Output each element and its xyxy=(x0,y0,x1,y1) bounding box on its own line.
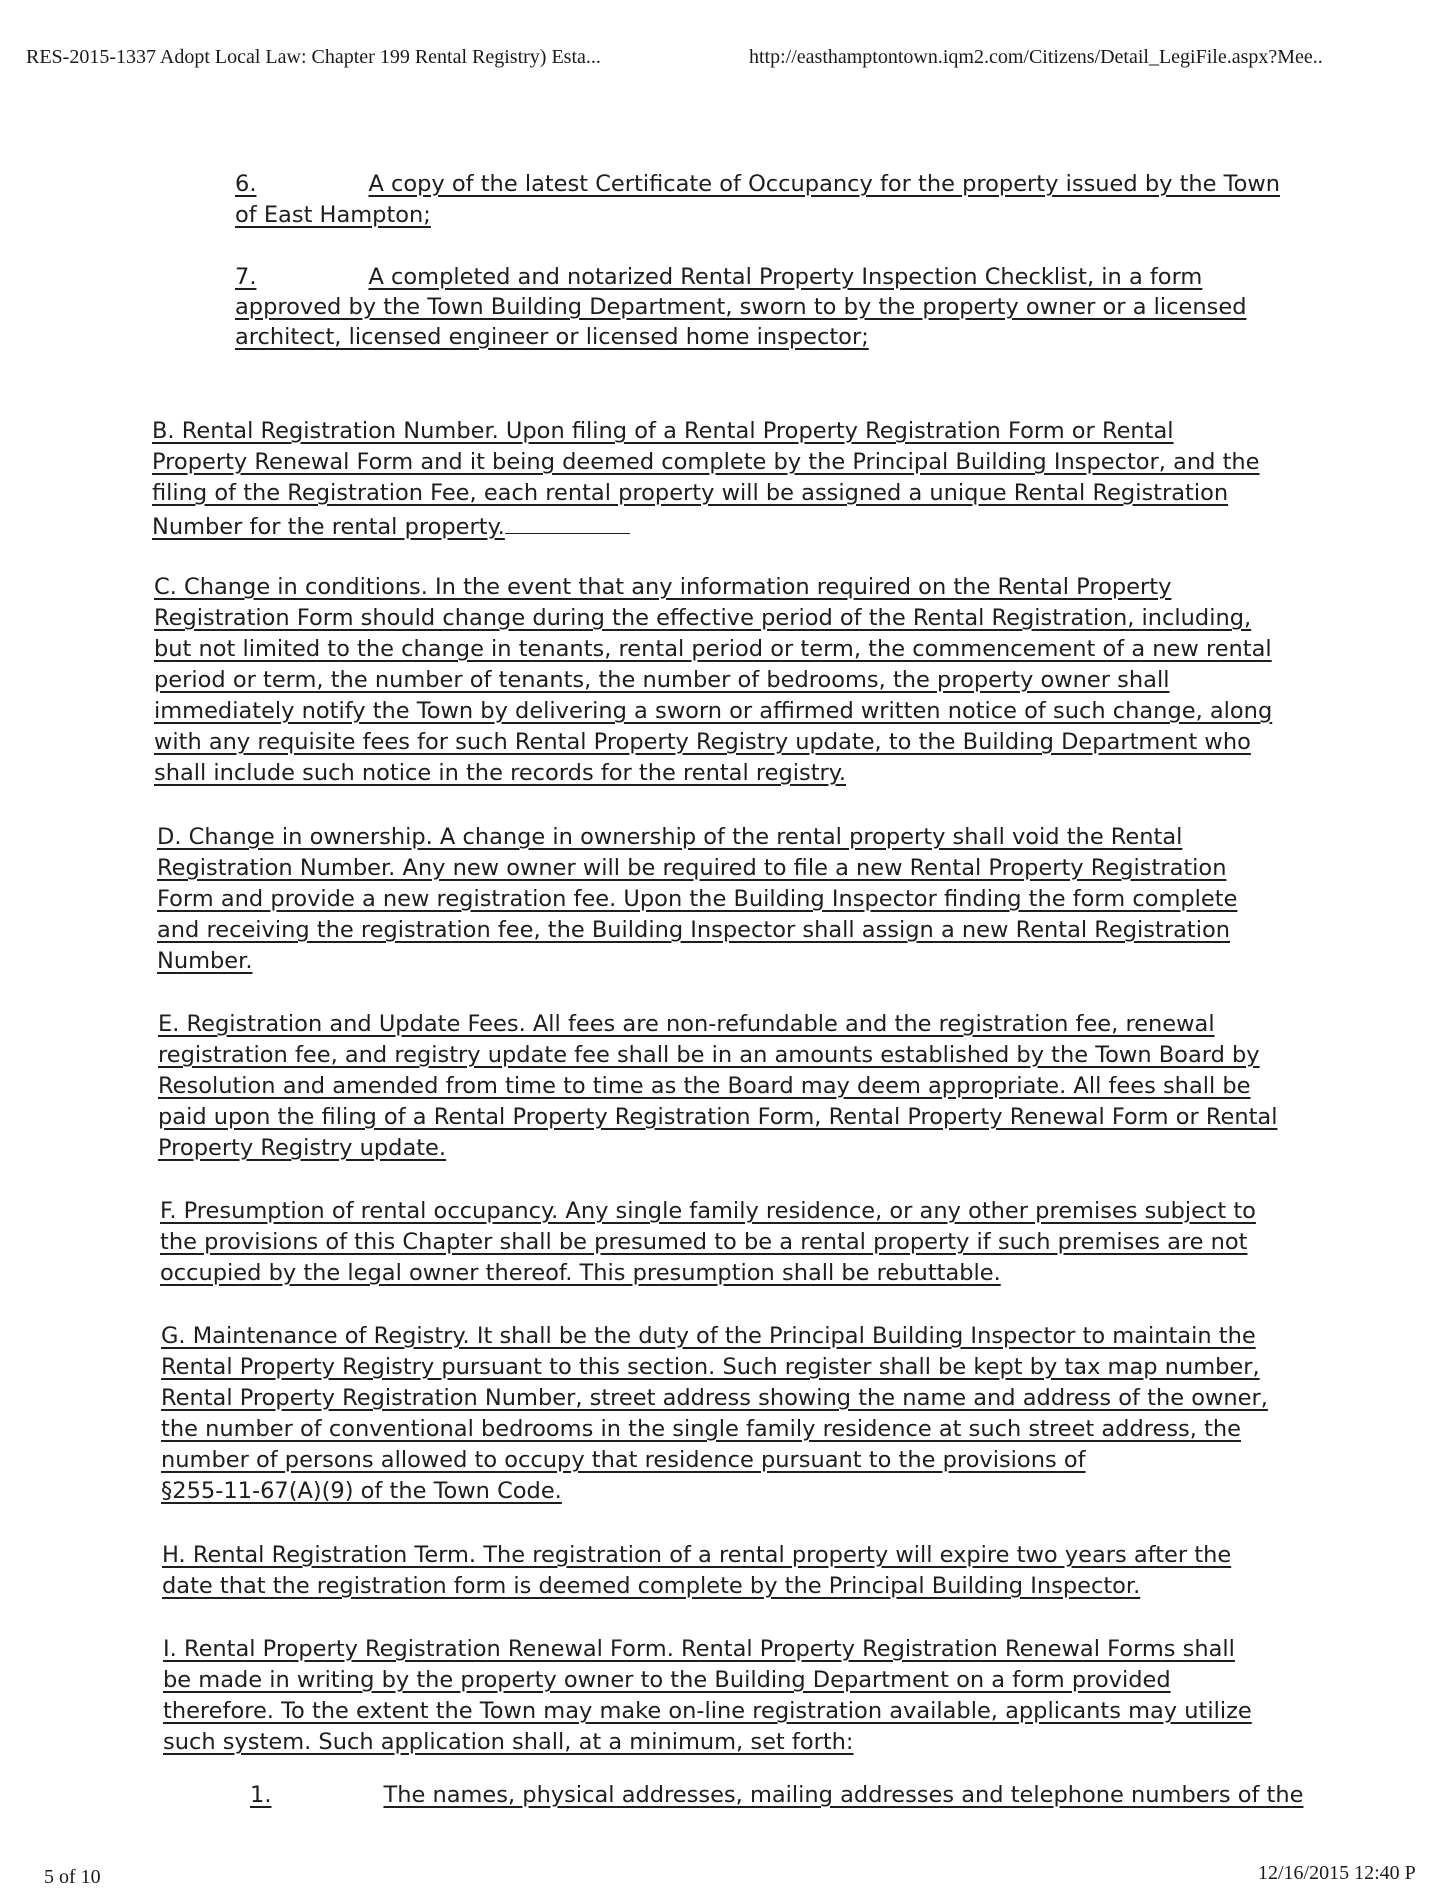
section-d-line-2: Registration Number. Any new owner will be required to file a new Rental Property Registration xyxy=(157,855,1227,881)
section-c-line-5: immediately notify the Town by delivering a sworn or affirmed written notice of such change, along xyxy=(154,698,1273,724)
item-6-line-2: of East Hampton; xyxy=(235,202,431,228)
item-7-line-1: 7. A completed and notarized Rental Property Inspection Checklist, in a form xyxy=(235,264,1203,290)
section-f-line-3: occupied by the legal owner thereof. This presumption shall be rebuttable. xyxy=(160,1260,1001,1286)
sub-item-1-line: 1. The names, physical addresses, mailing addresses and telephone numbers of the xyxy=(250,1782,1304,1808)
section-b-line-1: B. Rental Registration Number. Upon filing of a Rental Property Registration Form or Rental xyxy=(152,418,1174,444)
section-g-line-5: number of persons allowed to occupy that residence pursuant to the provisions of xyxy=(161,1447,1086,1473)
section-e-line-1: E. Registration and Update Fees. All fees are non-refundable and the registration fee, renewal xyxy=(158,1011,1215,1037)
section-g-line-3: Rental Property Registration Number, street address showing the name and address of the owner, xyxy=(161,1385,1268,1411)
section-g-line-2: Rental Property Registry pursuant to this section. Such register shall be kept by tax map number, xyxy=(161,1354,1260,1380)
item-6-number: 6. xyxy=(235,171,257,197)
document-url: http://easthamptontown.iqm2.com/Citizens/Detail_LegiFile.aspx?Mee.. xyxy=(749,46,1323,68)
section-f-line-1: F. Presumption of rental occupancy. Any single family residence, or any other premises subject to xyxy=(160,1198,1256,1224)
document-title: RES-2015-1337 Adopt Local Law: Chapter 199 Rental Registry) Esta... xyxy=(26,46,601,68)
print-timestamp: 12/16/2015 12:40 P xyxy=(1258,1862,1416,1884)
section-i-line-4: such system. Such application shall, at a minimum, set forth: xyxy=(163,1729,854,1755)
section-d-line-5: Number. xyxy=(157,948,253,974)
section-i-line-2: be made in writing by the property owner to the Building Department on a form provided xyxy=(163,1667,1171,1693)
section-e-line-2: registration fee, and registry update fee shall be in an amounts established by the Town Board by xyxy=(158,1042,1260,1068)
section-h-line-2: date that the registration form is deemed complete by the Principal Building Inspector. xyxy=(162,1573,1141,1599)
section-c-line-6: with any requisite fees for such Rental Property Registry update, to the Building Department who xyxy=(154,729,1251,755)
item-7-number: 7. xyxy=(235,264,257,290)
section-c-line-3: but not limited to the change in tenants, rental period or term, the commencement of a new rental xyxy=(154,636,1272,662)
sub-item-1-number: 1. xyxy=(250,1782,272,1808)
section-b-line-2: Property Renewal Form and it being deemed complete by the Principal Building Inspector, and the xyxy=(152,449,1260,475)
item-7-line-2: approved by the Town Building Department, sworn to by the property owner or a licensed xyxy=(235,294,1247,320)
section-i-line-3: therefore. To the extent the Town may make on-line registration available, applicants may utilize xyxy=(163,1698,1252,1724)
section-c-line-2: Registration Form should change during the effective period of the Rental Registration, including, xyxy=(154,605,1252,631)
section-c-line-7: shall include such notice in the records for the rental registry. xyxy=(154,760,847,786)
section-g-line-6: §255-11-67(A)(9) of the Town Code. xyxy=(161,1478,562,1504)
section-d-line-4: and receiving the registration fee, the Building Inspector shall assign a new Rental Registration xyxy=(157,917,1230,943)
section-e-line-3: Resolution and amended from time to time as the Board may deem appropriate. All fees shall be xyxy=(158,1073,1251,1099)
section-c-line-4: period or term, the number of tenants, the number of bedrooms, the property owner shall xyxy=(154,667,1170,693)
item-7-line-3: architect, licensed engineer or licensed home inspector; xyxy=(235,324,869,350)
section-e-line-4: paid upon the filing of a Rental Property Registration Form, Rental Property Renewal Form or Rental xyxy=(158,1104,1278,1130)
section-i-line-1: I. Rental Property Registration Renewal Form. Rental Property Registration Renewal Forms shall xyxy=(163,1636,1235,1662)
section-c-line-1: C. Change in conditions. In the event that any information required on the Rental Property xyxy=(154,574,1172,600)
section-g-line-1: G. Maintenance of Registry. It shall be the duty of the Principal Building Inspector to maintain the xyxy=(161,1323,1256,1349)
section-h-line-1: H. Rental Registration Term. The registration of a rental property will expire two years after the xyxy=(162,1542,1232,1568)
section-f-line-2: the provisions of this Chapter shall be presumed to be a rental property if such premises are not xyxy=(160,1229,1248,1255)
item-6-line-1: 6. A copy of the latest Certificate of Occupancy for the property issued by the Town xyxy=(235,171,1281,197)
section-e-line-5: Property Registry update. xyxy=(158,1135,447,1161)
section-b-line-3: filing of the Registration Fee, each rental property will be assigned a unique Rental Registration xyxy=(152,480,1229,506)
section-g-line-4: the number of conventional bedrooms in the single family residence at such street address, the xyxy=(161,1416,1242,1442)
section-b-line-4: Number for the rental property. xyxy=(152,510,630,541)
page-number: 5 of 10 xyxy=(44,1866,101,1888)
section-d-line-1: D. Change in ownership. A change in ownership of the rental property shall void the Rental xyxy=(157,824,1183,850)
section-d-line-3: Form and provide a new registration fee. Upon the Building Inspector finding the form complete xyxy=(157,886,1238,912)
